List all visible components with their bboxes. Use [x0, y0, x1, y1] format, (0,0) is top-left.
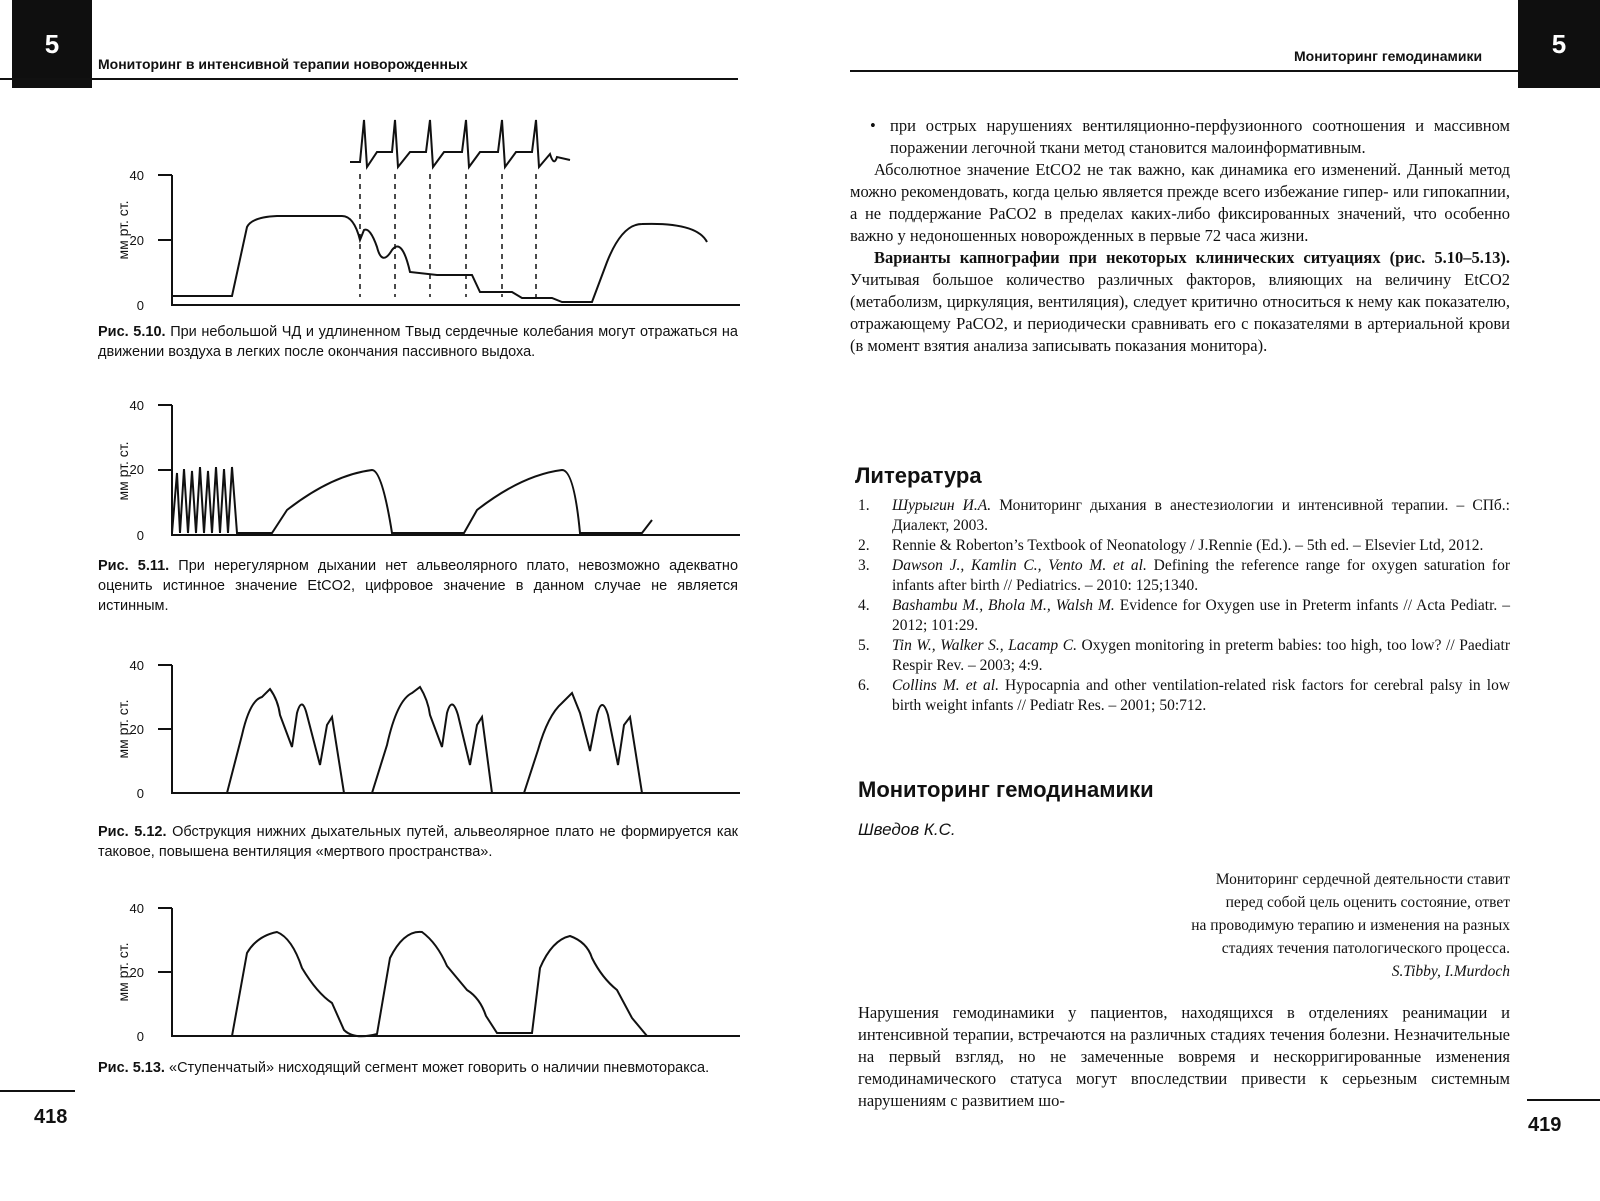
y-tick-40: 40 — [129, 398, 144, 413]
bullet-item — [850, 115, 1510, 159]
figure-5-10-caption — [98, 322, 738, 362]
y-tick-40: 40 — [129, 168, 144, 183]
footer-rule-left — [0, 1090, 75, 1092]
bullet-dot: • — [870, 116, 876, 135]
ref-text: Hypocapnia and other ventilation-related risk factors for cerebral palsy in low birth weight infants // Pediatr Res. – 2001; 50:712. — [892, 677, 1511, 714]
ref-num: 3. — [858, 557, 870, 574]
figure-5-12-chart — [92, 655, 752, 805]
header-rule-left — [0, 78, 738, 80]
caption-text: «Ступенчатый» нисходящий сегмент может говорить о наличии пневмоторакса. — [169, 1060, 710, 1076]
y-tick-0: 0 — [136, 298, 144, 313]
literature-heading: Литература — [855, 463, 982, 488]
axis-ticks — [158, 405, 172, 470]
page-number-left: 418 — [34, 1106, 68, 1128]
caption-text: При небольшой ЧД и удлиненном Tвыд сердечные колебания могут отражаться на движении воздуха в легких после окончания пассивного выдоха. — [98, 324, 738, 360]
ref-num: 2. — [858, 537, 870, 554]
axis-ticks — [158, 908, 172, 972]
paragraph-2 — [850, 247, 1510, 357]
right-body — [850, 115, 1510, 357]
epigraph-author: S.Tibby, I.Murdoch — [1391, 963, 1510, 980]
ref-authors: Tin W., Walker S., Lacamp C. — [892, 637, 1077, 654]
chapter-tab-right — [1518, 0, 1600, 88]
ref-authors: Bashambu M., Bhola M., Walsh M. — [892, 597, 1115, 614]
y-tick-20: 20 — [129, 462, 144, 477]
y-axis-label: мм рт. ст. — [115, 200, 131, 260]
figure-5-10-chart — [92, 112, 752, 317]
y-axis-label: мм рт. ст. — [115, 699, 131, 759]
figure-5-13-caption — [98, 1058, 738, 1078]
reference-item — [858, 556, 1510, 596]
ref-text: Evidence for Oxygen use in Preterm infants // Acta Pediatr. – 2012; 101:29. — [892, 597, 1511, 634]
epigraph-line: Мониторинг сердечной деятельности ставит — [1215, 871, 1510, 888]
y-tick-40: 40 — [129, 658, 144, 673]
axes — [172, 175, 740, 305]
ref-authors: Шурыгин И.А. — [892, 497, 992, 514]
closing-paragraph: Нарушения гемодинамики у пациентов, находящихся в отделениях реанимации и интенсивной терапии, встречаются на различных стадиях течения болезни. Незначительные на первый взгляд, но не замеченные вовремя и нескорригированные изменения гемодинамического статуса могут впоследствии привести к серьезным системным нарушениям с развитием шо- — [858, 1003, 1510, 1110]
page-number-right: 419 — [1528, 1114, 1562, 1136]
y-axis-label: мм рт. ст. — [115, 942, 131, 1002]
caption-label: Рис. 5.10. — [98, 324, 166, 340]
paragraph-2-rest: Учитывая большое количество различных факторов, влияющих на величину EtCO2 (метаболизм, циркуляция, вентиляция), следует критично относиться к нему как показателю, отражающему PaCO2, и периодически сравнивать его с показателями в артериальной крови (в момент взятия анализа записывать показания монитора). — [850, 270, 1510, 355]
ref-num: 6. — [858, 677, 870, 694]
ref-authors: Dawson J., Kamlin C., Vento M. et al. — [892, 557, 1147, 574]
y-tick-0: 0 — [136, 786, 144, 801]
y-tick-0: 0 — [136, 1029, 144, 1044]
ref-text: Defining the reference range for oxygen saturation for infants after birth // Pediatrics. – 2010: 125;1340. — [892, 557, 1510, 594]
running-head-right: Мониторинг гемодинамики — [1294, 48, 1483, 64]
axis-ticks — [158, 665, 172, 729]
running-head-left: Мониторинг в интенсивной терапии новорожденных — [98, 56, 468, 72]
section-author: Шведов К.С. — [858, 820, 956, 839]
reference-item — [858, 676, 1510, 716]
epigraph-line: на проводимую терапию и изменения на разных — [1191, 917, 1510, 934]
axes — [172, 665, 740, 793]
y-tick-20: 20 — [129, 233, 144, 248]
caption-label: Рис. 5.11. — [98, 558, 170, 574]
axes — [172, 405, 740, 535]
caption-label: Рис. 5.12. — [98, 824, 167, 840]
capnogram-trace — [172, 467, 652, 533]
figure-5-11-chart — [92, 395, 752, 547]
epigraph-line: стадиях течения патологического процесса. — [1221, 940, 1510, 957]
reference-item — [858, 496, 1510, 536]
y-axis-label: мм рт. ст. — [115, 441, 131, 501]
figure-5-13-chart — [92, 898, 752, 1048]
bullet-text: при острых нарушениях вентиляционно-перфузионного соотношения и массивном поражении легочной ткани метод становится малоинформативным. — [890, 116, 1510, 157]
ref-num: 1. — [858, 497, 870, 514]
reference-item — [858, 536, 1510, 556]
figure-5-12-caption — [98, 822, 738, 862]
paragraph-2-lead: Варианты капнографии при некоторых клинических ситуациях (рис. 5.10–5.13). — [874, 248, 1510, 267]
y-tick-20: 20 — [129, 965, 144, 980]
capnogram-trace — [172, 932, 647, 1036]
caption-text: Обструкция нижних дыхательных путей, альвеолярное плато не формируется как таковое, повышена вентиляция «мертвого пространства». — [98, 824, 738, 860]
chapter-tab-left — [12, 0, 92, 88]
section-heading: Мониторинг гемодинамики — [858, 777, 1154, 802]
ref-text: Мониторинг дыхания в анестезиологии и интенсивной терапии. – СПб.: Диалект, 2003. — [892, 497, 1510, 534]
axes — [172, 908, 740, 1036]
epigraph — [1050, 868, 1510, 983]
ref-text: Rennie & Roberton’s Textbook of Neonatology / J.Rennie (Ed.). – 5th ed. – Elsevier Ltd, 2012. — [892, 537, 1484, 554]
sync-dashed-lines — [360, 174, 536, 297]
reference-item — [858, 596, 1510, 636]
axis-ticks — [158, 175, 172, 240]
ref-authors: Collins M. et al. — [892, 677, 999, 694]
capnogram-trace — [172, 216, 707, 302]
epigraph-line: перед собой цель оценить состояние, ответ — [1225, 894, 1510, 911]
reference-list — [858, 496, 1510, 716]
y-tick-40: 40 — [129, 901, 144, 916]
ecg-trace — [350, 120, 570, 167]
paragraph-1: Абсолютное значение EtCO2 не так важно, как динамика его изменений. Данный метод можно рекомендовать, когда целью является прежде всего избежание гипер- или гипокапнии, а не поддержание PaCO2 в пределах каких-либо фиксированных значений, что особенно важно у недоношенных новорожденных в первые 72 часа жизни. — [850, 160, 1510, 245]
ref-num: 5. — [858, 637, 870, 654]
reference-item — [858, 636, 1510, 676]
footer-rule-right — [1527, 1099, 1600, 1101]
ref-num: 4. — [858, 597, 870, 614]
header-rule-right — [850, 70, 1518, 72]
capnogram-trace — [172, 687, 642, 793]
chapter-number: 5 — [44, 28, 60, 59]
chapter-number: 5 — [1551, 28, 1567, 59]
y-tick-20: 20 — [129, 722, 144, 737]
caption-label: Рис. 5.13. — [98, 1060, 165, 1076]
figure-5-11-caption — [98, 556, 738, 616]
caption-text: При нерегулярном дыхании нет альвеолярного плато, невозможно адекватно оценить истинное значение EtCO2, цифровое значение в данном случае не является истинным. — [98, 558, 739, 614]
ref-text: Oxygen monitoring in preterm babies: too high, too low? // Paediatr Respir Rev. – 2003; 4:9. — [892, 637, 1510, 674]
y-tick-0: 0 — [136, 528, 144, 543]
